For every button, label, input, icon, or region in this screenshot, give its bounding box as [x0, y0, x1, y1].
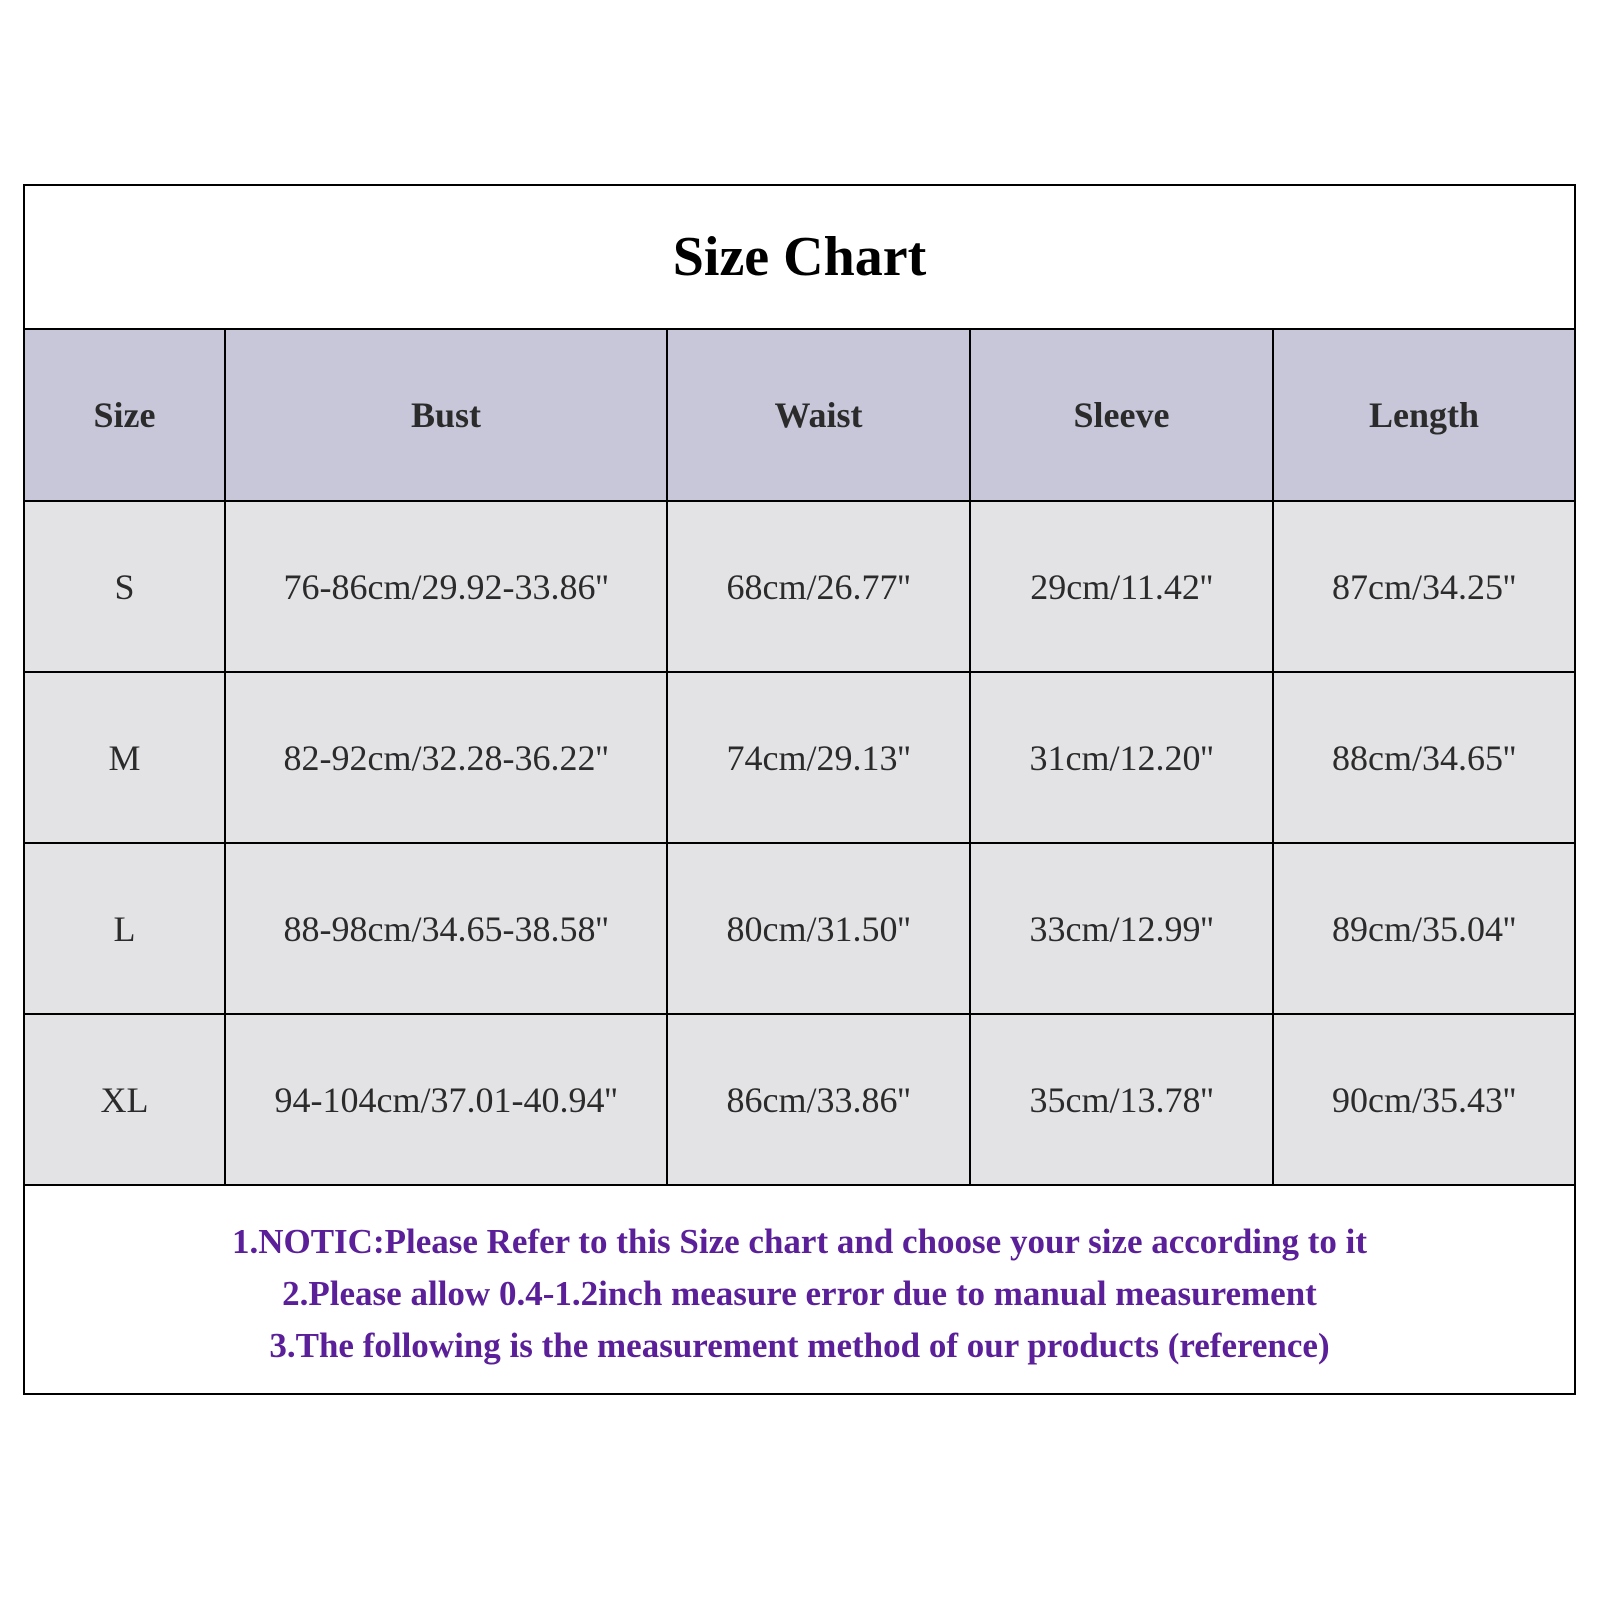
table-row: [25, 672, 1574, 843]
header-sleeve: Sleeve: [970, 330, 1273, 501]
cell-sleeve: 35cm/13.78'': [970, 1014, 1273, 1185]
notes-section: [25, 1194, 1574, 1393]
cell-sleeve: 31cm/12.20'': [970, 672, 1273, 843]
note-line: 1.NOTIC:Please Refer to this Size chart and choose your size according to it: [231, 1221, 1368, 1261]
cell-waist: 86cm/33.86'': [667, 1014, 970, 1185]
header-waist: Waist: [667, 330, 970, 501]
cell-sleeve: 33cm/12.99'': [970, 843, 1273, 1014]
table-row: [25, 501, 1574, 672]
cell-size: S: [25, 501, 225, 672]
cell-sleeve: 29cm/11.42'': [970, 501, 1273, 672]
cell-length: 89cm/35.04'': [1273, 843, 1574, 1014]
table-header-row: [25, 330, 1574, 501]
header-size: Size: [25, 330, 225, 501]
chart-title: Size Chart: [25, 186, 1574, 330]
cell-waist: 80cm/31.50'': [667, 843, 970, 1014]
cell-length: 88cm/34.65'': [1273, 672, 1574, 843]
note-line: 3.The following is the measurement method of our products (reference): [269, 1325, 1330, 1365]
table-row: [25, 1014, 1574, 1185]
table-row: [25, 843, 1574, 1014]
size-table: [25, 330, 1574, 1186]
note-line: 2.Please allow 0.4-1.2inch measure error due to manual measurement: [282, 1273, 1317, 1313]
header-bust: Bust: [225, 330, 667, 501]
size-chart-frame: [23, 184, 1576, 1395]
header-length: Length: [1273, 330, 1574, 501]
cell-bust: 94-104cm/37.01-40.94'': [225, 1014, 667, 1185]
cell-waist: 68cm/26.77'': [667, 501, 970, 672]
cell-bust: 82-92cm/32.28-36.22'': [225, 672, 667, 843]
cell-length: 90cm/35.43'': [1273, 1014, 1574, 1185]
cell-size: L: [25, 843, 225, 1014]
cell-length: 87cm/34.25'': [1273, 501, 1574, 672]
cell-bust: 76-86cm/29.92-33.86'': [225, 501, 667, 672]
cell-bust: 88-98cm/34.65-38.58'': [225, 843, 667, 1014]
cell-size: XL: [25, 1014, 225, 1185]
cell-size: M: [25, 672, 225, 843]
cell-waist: 74cm/29.13'': [667, 672, 970, 843]
